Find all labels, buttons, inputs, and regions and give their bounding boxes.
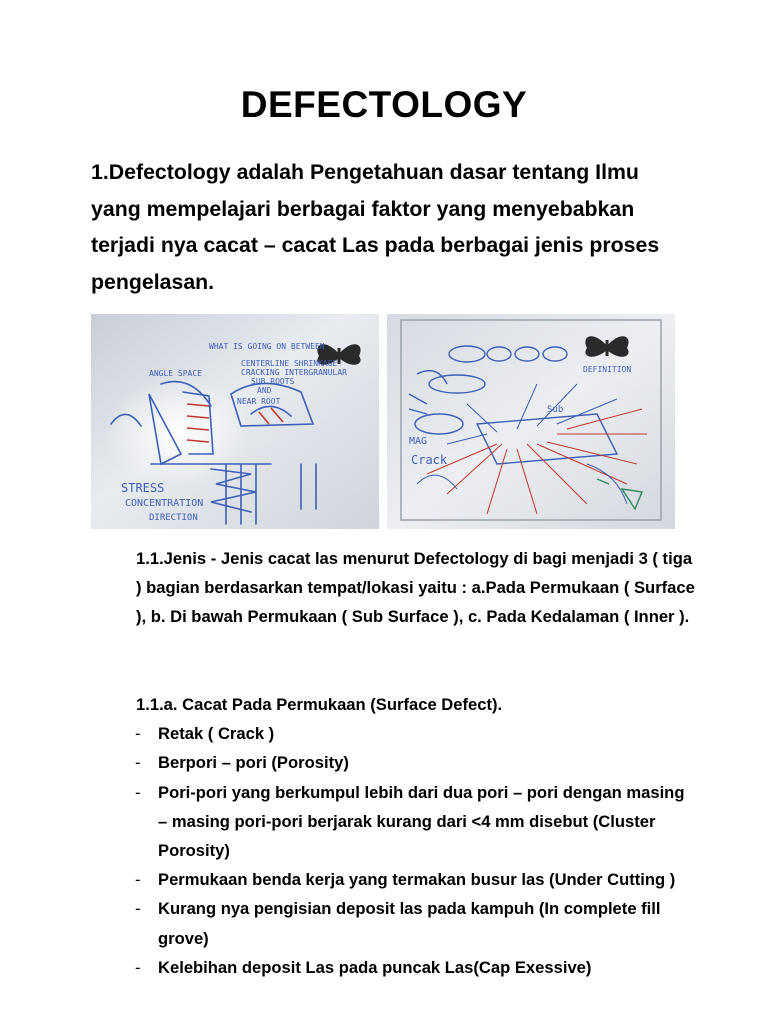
svg-text:Sub: Sub xyxy=(547,405,564,415)
defect-list xyxy=(136,719,696,982)
list-item xyxy=(136,719,696,748)
whiteboard-photo-left xyxy=(91,314,379,529)
list-dash: - xyxy=(135,957,141,977)
list-item-text: Kelebihan deposit Las pada puncak Las(Cap Exessive) xyxy=(158,957,592,977)
list-item xyxy=(136,953,696,982)
svg-text:DIRECTION: DIRECTION xyxy=(149,513,198,523)
section-2-heading: 1.1.a. Cacat Pada Permukaan (Surface Defect). xyxy=(136,695,503,714)
svg-text:CONCENTRATION: CONCENTRATION xyxy=(125,498,204,509)
svg-text:MAG: MAG xyxy=(409,436,428,447)
svg-text:CENTERLINE SHRINKAGE: CENTERLINE SHRINKAGE xyxy=(241,359,338,368)
svg-text:SUB ROOTS: SUB ROOTS xyxy=(251,377,295,386)
svg-text:STRESS: STRESS xyxy=(121,481,165,495)
section-2 xyxy=(136,690,696,982)
list-item-text: Permukaan benda kerja yang termakan busur las (Under Cutting ) xyxy=(158,870,676,890)
whiteboard-photo-right xyxy=(387,314,675,529)
svg-text:ANGLE SPACE: ANGLE SPACE xyxy=(149,369,202,378)
svg-text:CRACKING INTERGRANULAR: CRACKING INTERGRANULAR xyxy=(241,368,347,377)
list-item xyxy=(136,778,696,866)
list-item xyxy=(136,748,696,777)
svg-text:AND: AND xyxy=(257,386,272,395)
svg-text:Crack: Crack xyxy=(411,453,448,467)
list-dash: - xyxy=(135,782,141,802)
list-dash: - xyxy=(135,753,141,773)
intro-paragraph: 1.Defectology adalah Pengetahuan dasar tentang Ilmu yang mempelajari berbagai faktor yang menyebabkan terjadi nya cacat – cacat Las pada berbagai jenis proses pengelasan. xyxy=(91,160,660,294)
list-item-text: Berpori – pori (Porosity) xyxy=(158,753,349,773)
svg-text:NEAR ROOT: NEAR ROOT xyxy=(237,397,281,406)
svg-text:WHAT IS GOING ON BETWEEN: WHAT IS GOING ON BETWEEN xyxy=(209,342,325,351)
section-1-paragraph: 1.1.Jenis - Jenis cacat las menurut Defectology di bagi menjadi 3 ( tiga ) bagian berdasarkan tempat/lokasi yaitu : a.Pada Permukaan ( Surface ), b. Di bawah Permukaan ( Sub Surface ), c. Pada Kedalaman ( Inner ). xyxy=(136,549,695,627)
list-item-text: Pori-pori yang berkumpul lebih dari dua pori – pori dengan masing – masing pori-pori berjarak kurang dari <4 mm disebut (Cluster Porosity) xyxy=(158,782,685,861)
whiteboard-photos xyxy=(91,314,675,529)
list-item-text: Kurang nya pengisian deposit las pada kampuh (In complete fill grove) xyxy=(158,899,661,948)
page-title: DEFECTOLOGY xyxy=(240,84,528,125)
list-item xyxy=(136,865,696,894)
list-dash: - xyxy=(135,870,141,890)
list-item-text: Retak ( Crack ) xyxy=(158,724,275,744)
svg-text:DEFINITION: DEFINITION xyxy=(583,365,632,374)
list-item xyxy=(136,894,696,952)
list-dash: - xyxy=(135,899,141,919)
list-dash: - xyxy=(135,724,141,744)
